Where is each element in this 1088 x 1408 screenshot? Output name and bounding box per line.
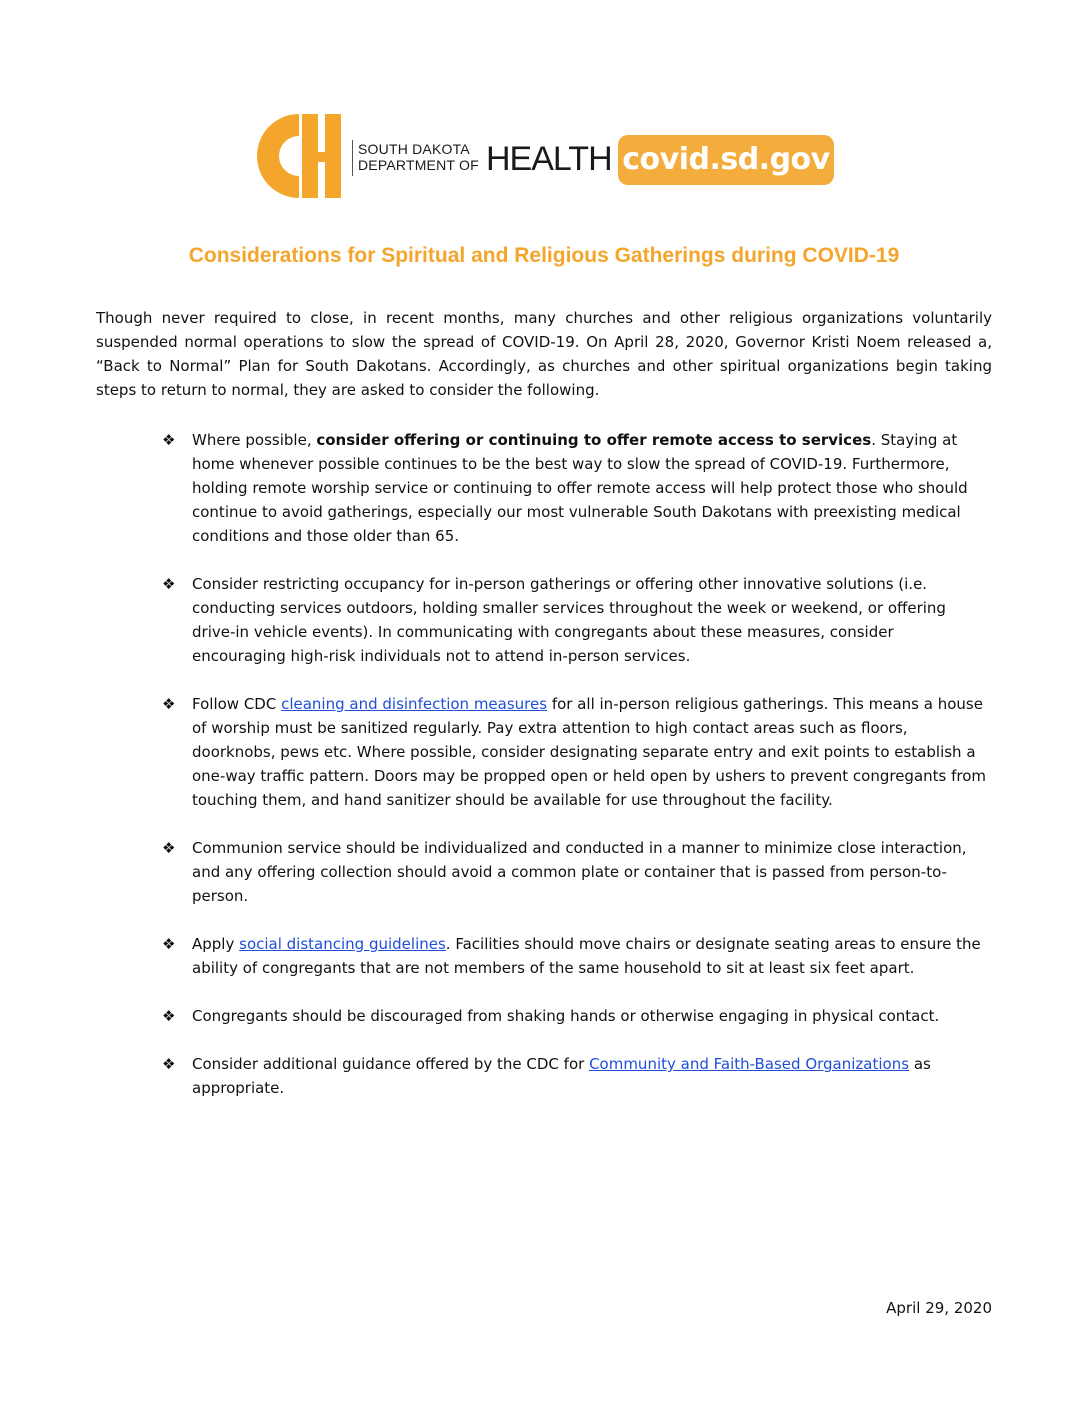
bullet-text-pre: Where possible, (192, 431, 317, 449)
dept-line-1: SOUTH DAKOTA (358, 141, 470, 157)
list-item (160, 932, 992, 980)
bullet-text-pre: Follow CDC (192, 695, 282, 713)
bullet-text-pre: Consider additional guidance offered by the CDC for (192, 1055, 590, 1073)
bullet-text-post: . Facilities should move chairs or designate seating areas to ensure the ability of congregants that are not members of the same household to sit at least six feet apart. (192, 935, 981, 977)
considerations-list (160, 428, 992, 1124)
cleaning-disinfection-link[interactable]: cleaning and disinfection measures (281, 695, 548, 713)
bullet-text: Consider restricting occupancy for in-person gatherings or offering other innovative solutions (i.e. conducting services outdoors, holding smaller services throughout the week or weekend, or offering drive-in vehicle events). In communicating with congregants about these measures, consider encouraging high-risk individuals not to attend in-person services. (192, 575, 946, 665)
community-faith-orgs-link[interactable]: Community and Faith-Based Organizations (589, 1055, 910, 1073)
bullet-text: Communion service should be individualized and conducted in a manner to minimize close interaction, and any offering collection should avoid a common plate or container that is passed from person-to-person. (192, 839, 967, 905)
document-date: April 29, 2020 (886, 1299, 992, 1317)
divider (352, 140, 353, 176)
intro-paragraph: Though never required to close, in recent months, many churches and other religious organizations voluntarily suspended normal operations to slow the spread of COVID-19. On April 28, 2020, Governor Kristi Noem released a, “Back to Normal” Plan for South Dakotans. Accordingly, as churches and other spiritual organizations begin taking steps to return to normal, they are asked to consider the following. (96, 309, 992, 399)
social-distancing-link[interactable]: social distancing guidelines (239, 935, 446, 953)
bullet-text-post: as appropriate. (192, 1055, 931, 1097)
bullet-text-bold: consider offering or continuing to offer remote access to services (316, 431, 872, 449)
department-name (358, 140, 612, 182)
diamond-bullet-icon: ❖ (162, 839, 176, 857)
diamond-bullet-icon: ❖ (162, 431, 176, 449)
site-badge: covid.sd.gov (618, 135, 834, 185)
document-title: Considerations for Spiritual and Religious Gatherings during COVID-19 (188, 244, 900, 267)
diamond-bullet-icon: ❖ (162, 1007, 176, 1025)
bullet-text: Congregants should be discouraged from shaking hands or otherwise engaging in physical contact. (192, 1007, 940, 1025)
list-item (160, 428, 992, 548)
list-item (160, 1052, 992, 1100)
dept-health-word: HEALTH (486, 140, 612, 178)
bullet-text-pre: Apply (192, 935, 240, 953)
diamond-bullet-icon: ❖ (162, 935, 176, 953)
bullet-text-post: . Staying at home whenever possible continues to be the best way to slow the spread of COVID-19. Furthermore, holding remote worship service or continuing to offer remote access will help protect those who should continue to avoid gatherings, especially our most vulnerable South Dakotans with preexisting medical conditions and those older than 65. (192, 431, 968, 545)
diamond-bullet-icon: ❖ (162, 575, 176, 593)
bullet-text-post: for all in-person religious gatherings. This means a house of worship must be sanitized regularly. Pay extra attention to high contact areas such as floors, doorknobs, pews etc. Where possible, consider designating separate entry and exit points to establish a one-way traffic pattern. Doors may be propped open or held open by ushers to prevent congregants from touching them, and hand sanitizer should be available for use throughout the facility. (192, 695, 987, 809)
diamond-bullet-icon: ❖ (162, 1055, 176, 1073)
sd-doh-logo-icon (255, 112, 345, 200)
dept-line-2: DEPARTMENT OF (358, 157, 479, 173)
diamond-bullet-icon: ❖ (162, 695, 176, 713)
header (255, 112, 835, 200)
list-item (160, 692, 992, 812)
list-item (160, 1004, 992, 1028)
list-item (160, 836, 992, 908)
list-item (160, 572, 992, 668)
